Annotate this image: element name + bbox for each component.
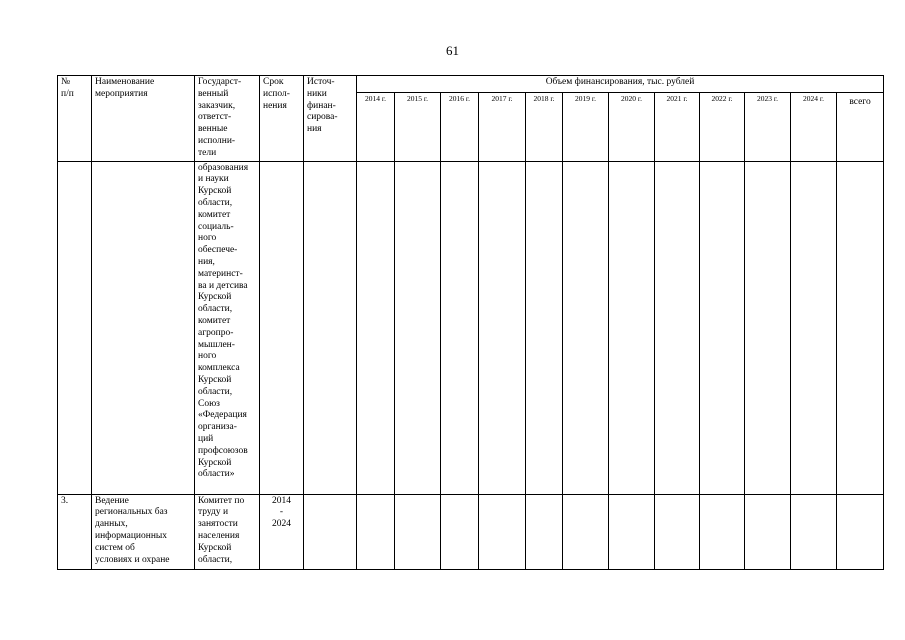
header-year: 2016 г.: [441, 93, 479, 161]
cell-empty: [609, 494, 655, 569]
cell-empty: [304, 494, 357, 569]
cell-empty: [745, 494, 791, 569]
cell-customer: Комитет по труду и занятости населения Курской области,: [195, 494, 260, 569]
cell-name: [92, 161, 195, 494]
header-row-1: [58, 76, 884, 93]
header-customer: Государст- венный заказчик, ответст- венные исполни- тели: [195, 76, 260, 162]
cell-empty: [700, 494, 745, 569]
cell-empty: [837, 161, 884, 494]
cell-empty: [609, 161, 655, 494]
cell-empty: [791, 494, 837, 569]
page-number: 61: [446, 43, 459, 58]
cell-term: [260, 161, 304, 494]
cell-empty: [395, 494, 441, 569]
cell-term: 2014 - 2024: [260, 494, 304, 569]
cell-num: 3.: [58, 494, 92, 569]
cell-empty: [441, 494, 479, 569]
cell-customer: образования и науки Курской области, комитет социаль- ного обеспече- ния, материнст- ва и детсива Курской области, комитет агропро- мышлен- ного комплекса Курской области, Союз «Федерация организа- ций профсоюзов Курской области»: [195, 161, 260, 494]
header-year: 2024 г.: [791, 93, 837, 161]
header-funding: Объем финансирования, тыс. рублей: [357, 76, 884, 93]
funding-table: [57, 75, 884, 570]
cell-name: Ведение региональных баз данных, информационных систем об условиях и охране: [92, 494, 195, 569]
cell-empty: [479, 494, 526, 569]
cell-empty: [395, 161, 441, 494]
header-num: № п/п: [58, 76, 92, 162]
cell-empty: [357, 161, 395, 494]
header-sources: Источ- ники финан- сирова- ния: [304, 76, 357, 162]
table-row: [58, 494, 884, 569]
header-year: 2014 г.: [357, 93, 395, 161]
table-row: [58, 161, 884, 494]
header-year: 2019 г.: [563, 93, 609, 161]
header-year: 2023 г.: [745, 93, 791, 161]
cell-empty: [791, 161, 837, 494]
cell-empty: [526, 161, 563, 494]
header-year: 2020 г.: [609, 93, 655, 161]
header-year: 2018 г.: [526, 93, 563, 161]
cell-empty: [700, 161, 745, 494]
header-total: всего: [837, 93, 884, 161]
header-year: 2022 г.: [700, 93, 745, 161]
cell-empty: [563, 161, 609, 494]
header-year: 2017 г.: [479, 93, 526, 161]
cell-empty: [745, 161, 791, 494]
cell-empty: [304, 161, 357, 494]
header-year: 2021 г.: [655, 93, 700, 161]
cell-empty: [526, 494, 563, 569]
cell-empty: [563, 494, 609, 569]
header-name: Наименование мероприятия: [92, 76, 195, 162]
cell-num: [58, 161, 92, 494]
header-year: 2015 г.: [395, 93, 441, 161]
cell-empty: [441, 161, 479, 494]
header-term: Срок испол- нения: [260, 76, 304, 162]
cell-empty: [357, 494, 395, 569]
cell-empty: [655, 161, 700, 494]
cell-empty: [655, 494, 700, 569]
cell-empty: [479, 161, 526, 494]
cell-empty: [837, 494, 884, 569]
